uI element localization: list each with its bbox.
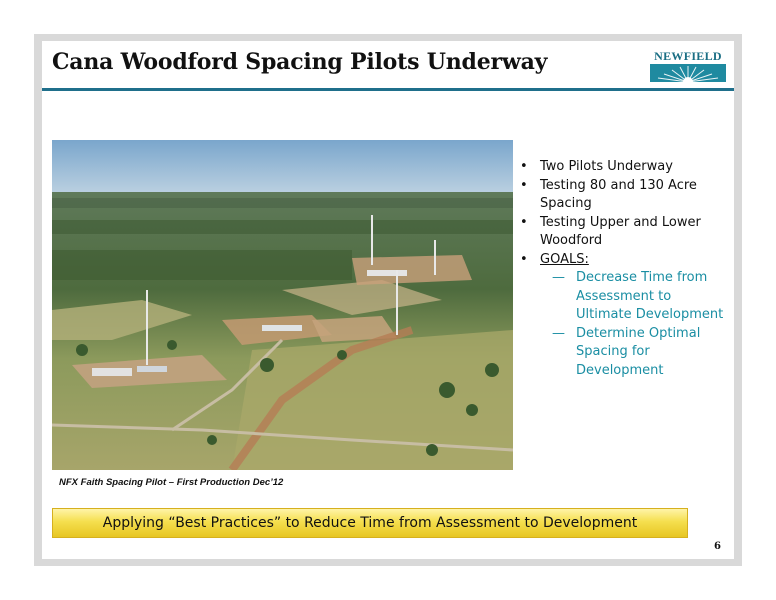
aerial-photo-drilling-pilot bbox=[52, 140, 513, 470]
slide-title: Cana Woodford Spacing Pilots Underway bbox=[52, 49, 548, 75]
newfield-logo bbox=[648, 49, 728, 83]
bullet-icon: • bbox=[520, 251, 528, 267]
bullet-icon: • bbox=[520, 177, 528, 193]
bullet-item: • Two Pilots Underway bbox=[515, 158, 730, 177]
title-rule bbox=[42, 88, 734, 91]
goal-item: — Determine Optimal Spacing for Development bbox=[552, 325, 701, 378]
sunburst-icon bbox=[650, 64, 726, 82]
bullet-list bbox=[515, 158, 730, 380]
best-practices-banner: Applying “Best Practices” to Reduce Time from Assessment to Development bbox=[52, 508, 688, 538]
photo-caption: NFX Faith Spacing Pilot – First Production Dec’12 bbox=[59, 477, 284, 488]
page-number: 6 bbox=[714, 541, 721, 552]
goal-item: — Decrease Time from Assessment to Ultimate Development bbox=[552, 270, 724, 322]
bullet-item-goals: • GOALS: bbox=[515, 251, 730, 270]
bullet-icon: • bbox=[520, 214, 528, 230]
slide bbox=[42, 41, 734, 559]
bullet-icon: • bbox=[520, 159, 528, 174]
logo-wordmark: NEWFIELD bbox=[654, 49, 722, 63]
dash-icon: — bbox=[552, 270, 565, 285]
bullet-item: • Testing 80 and 130 Acre Spacing bbox=[520, 177, 697, 211]
dash-icon: — bbox=[552, 325, 565, 341]
bullet-item: • Testing Upper and Lower Woodford bbox=[520, 214, 701, 248]
